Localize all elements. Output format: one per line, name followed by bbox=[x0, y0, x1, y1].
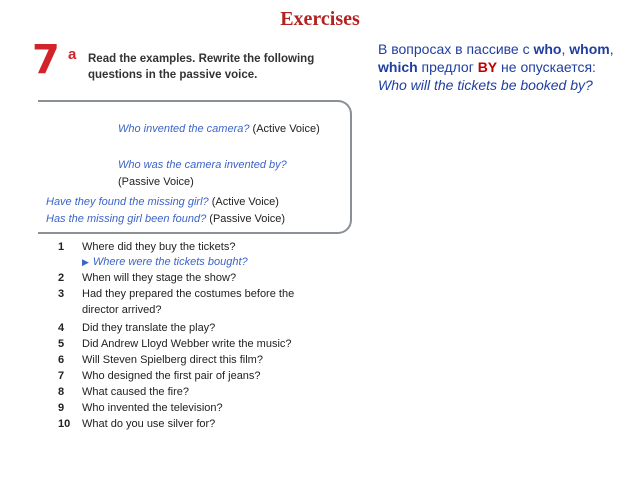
note-text-3: не опускается: bbox=[497, 59, 596, 75]
exercise-instruction: Read the examples. Rewrite the following questions in the passive voice. bbox=[88, 53, 315, 81]
example-3-tag: (Active Voice) bbox=[211, 196, 279, 208]
example-4-question: Has the missing girl been found? bbox=[46, 213, 207, 225]
grammar-note bbox=[378, 40, 633, 94]
example-4-tag: (Passive Voice) bbox=[209, 213, 286, 225]
question-3-cont: director arrived? bbox=[82, 304, 162, 316]
question-7: 7 Who designed the first pair of jeans? bbox=[58, 370, 261, 382]
note-example: Who will the tickets be booked by? bbox=[378, 77, 593, 93]
question-8: 8 What caused the fire? bbox=[58, 386, 190, 398]
example-1-tag: (Active Voice) bbox=[252, 123, 320, 135]
exercise-letter: a bbox=[68, 46, 77, 63]
question-4: 4 Did they translate the play? bbox=[58, 322, 216, 334]
question-3: 3 Had they prepared the costumes before the bbox=[58, 288, 295, 300]
note-which: which bbox=[378, 59, 418, 75]
question-9: 9 Who invented the television? bbox=[58, 402, 223, 414]
slide-title: Exercises bbox=[280, 8, 360, 30]
example-1-question: Who invented the camera? bbox=[118, 123, 250, 135]
example-3 bbox=[46, 195, 279, 210]
question-1-answer: ▶ Where were the tickets bought? bbox=[82, 256, 248, 268]
example-2-tag: (Passive Voice) bbox=[118, 176, 194, 188]
exercise-number: 7 bbox=[32, 37, 60, 83]
question-10: 10 What do you use silver for? bbox=[58, 418, 216, 430]
example-2-question: Who was the camera invented by? bbox=[118, 159, 287, 171]
note-by: BY bbox=[477, 59, 498, 75]
example-4 bbox=[46, 212, 285, 227]
question-2: 2 When will they stage the show? bbox=[58, 272, 237, 284]
example-3-question: Have they found the missing girl? bbox=[46, 196, 209, 208]
question-6: 6 Will Steven Spielberg direct this film? bbox=[58, 354, 263, 366]
question-5: 5 Did Andrew Lloyd Webber write the music? bbox=[58, 338, 292, 350]
note-comma-2: , bbox=[609, 41, 614, 57]
note-whom: whom bbox=[569, 41, 610, 57]
arrow-icon: ▶ bbox=[82, 257, 89, 267]
question-1: 1 Where did they buy the tickets? bbox=[58, 241, 236, 253]
example-2-tag-line bbox=[118, 175, 194, 190]
example-2 bbox=[118, 158, 287, 173]
note-comma-1: , bbox=[561, 41, 570, 57]
note-text-1: В вопросах в пассиве с bbox=[378, 41, 534, 57]
note-text-2: предлог bbox=[417, 59, 478, 75]
example-1 bbox=[118, 122, 320, 137]
note-who: who bbox=[533, 41, 562, 57]
